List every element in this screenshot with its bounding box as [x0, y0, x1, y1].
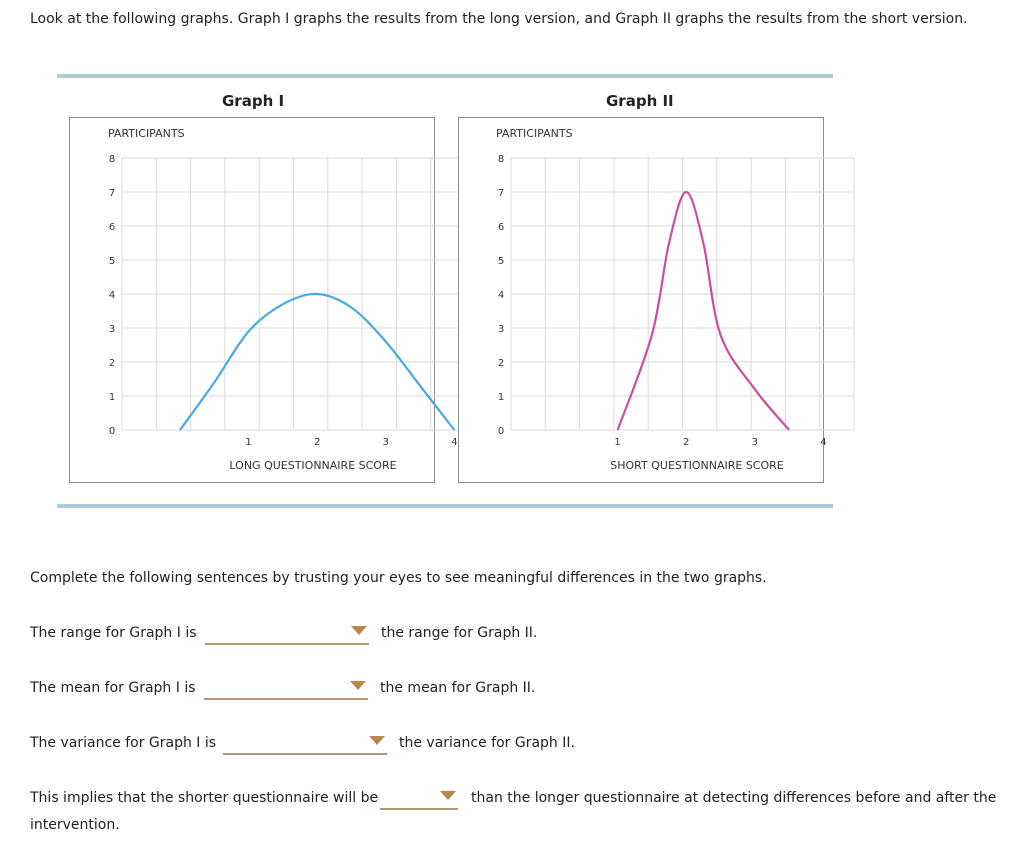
y-tick-label: 0	[497, 426, 505, 437]
variance-dropdown[interactable]	[223, 729, 387, 755]
variance-sentence-post: the variance for Graph II.	[399, 735, 575, 751]
graph-2-title: Graph II	[606, 92, 674, 110]
y-tick-label: 6	[108, 222, 116, 233]
y-tick-label: 0	[108, 426, 116, 437]
x-tick-label: 1	[245, 437, 252, 448]
intro-text: Look at the following graphs. Graph I graphs the results from the long version, and Graph II graphs the results from the short version.	[30, 11, 968, 27]
y-tick-label: 7	[497, 188, 505, 199]
chevron-down-icon	[440, 791, 456, 800]
x-tick-label: 2	[683, 437, 690, 448]
y-tick-label: 3	[108, 324, 116, 335]
mean-sentence-pre: The mean for Graph I is	[30, 680, 196, 696]
graph-1-title: Graph I	[222, 92, 285, 110]
y-tick-label: 5	[108, 256, 116, 267]
x-tick-label: 3	[382, 437, 389, 448]
mean-sentence-post: the mean for Graph II.	[380, 680, 536, 696]
graph-1-x-label: LONG QUESTIONNAIRE SCORE	[229, 459, 397, 472]
y-tick-label: 3	[497, 324, 505, 335]
chevron-down-icon	[369, 736, 385, 745]
y-tick-label: 1	[497, 392, 505, 403]
y-tick-label: 4	[497, 290, 505, 301]
top-divider	[57, 74, 833, 78]
x-tick-label: 4	[451, 437, 458, 448]
y-tick-label: 7	[108, 188, 116, 199]
y-tick-label: 8	[108, 154, 116, 165]
effectiveness-dropdown[interactable]	[380, 784, 458, 810]
y-tick-label: 2	[108, 358, 116, 369]
chevron-down-icon	[350, 681, 366, 690]
y-tick-label: 2	[497, 358, 505, 369]
variance-sentence-pre: The variance for Graph I is	[30, 735, 217, 751]
range-sentence-post: the range for Graph II.	[381, 625, 538, 641]
graph-2-y-label: PARTICIPANTS	[496, 127, 573, 140]
y-tick-label: 1	[108, 392, 116, 403]
x-tick-label: 3	[751, 437, 758, 448]
implication-pre: This implies that the shorter questionnaire will be	[30, 790, 379, 806]
chevron-down-icon	[351, 626, 367, 635]
graph-1-y-label: PARTICIPANTS	[108, 127, 185, 140]
graph-2-series-line	[618, 192, 790, 430]
y-tick-label: 5	[497, 256, 505, 267]
bottom-divider	[57, 504, 833, 508]
y-tick-label: 6	[497, 222, 505, 233]
graph-1-panel	[69, 117, 458, 483]
x-tick-label: 4	[820, 437, 827, 448]
graph-1-chart	[70, 118, 458, 482]
graph-2-panel	[458, 117, 827, 483]
question-text: Complete the following sentences by trusting your eyes to see meaningful differences in the two graphs.	[30, 570, 767, 586]
x-tick-label: 2	[314, 437, 321, 448]
implication-post-2: intervention.	[30, 817, 120, 833]
range-sentence-pre: The range for Graph I is	[30, 625, 197, 641]
mean-dropdown[interactable]	[204, 674, 368, 700]
y-tick-label: 8	[497, 154, 505, 165]
y-tick-label: 4	[108, 290, 116, 301]
implication-post: than the longer questionnaire at detecting differences before and after the	[471, 790, 997, 806]
graph-2-x-label: SHORT QUESTIONNAIRE SCORE	[610, 459, 784, 472]
graph-2-chart	[459, 118, 827, 482]
x-tick-label: 1	[614, 437, 621, 448]
range-dropdown[interactable]	[205, 619, 369, 645]
